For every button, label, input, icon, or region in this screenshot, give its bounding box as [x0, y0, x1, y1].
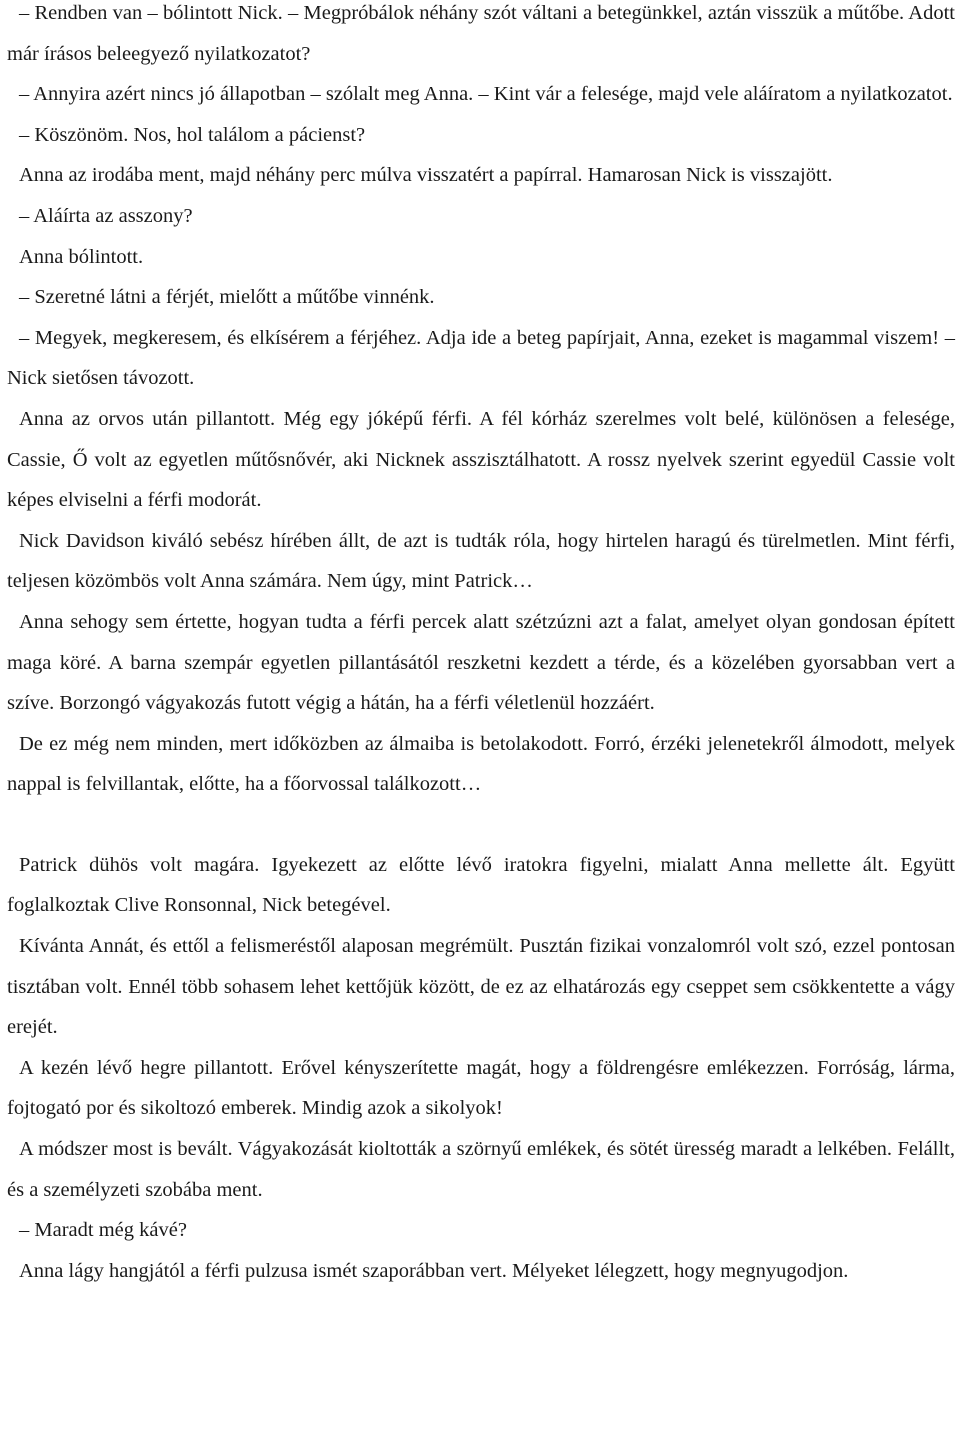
paragraph: – Rendben van – bólintott Nick. – Megpróbálok néhány szót váltani a betegünkkel, aztán visszük a műtőbe. Adott már írásos beleegyező nyilatkozatot?	[7, 2, 955, 65]
paragraph: – Szeretné látni a férjét, mielőtt a műtőbe vinnénk.	[19, 286, 435, 309]
paragraph: Anna az irodába ment, majd néhány perc múlva visszatért a papírral. Hamarosan Nick is visszajött.	[19, 164, 833, 187]
paragraph: – Aláírta az asszony?	[19, 204, 193, 227]
section-break	[7, 805, 955, 845]
paragraph: A kezén lévő hegre pillantott. Erővel kényszerítette magát, hogy a földrengésre emlékezzen. Forróság, lárma, fojtogató por és sikoltozó emberek. Mindig azok a sikolyok!	[7, 1056, 955, 1120]
paragraph: Nick Davidson kiváló sebész hírében állt, de azt is tudták róla, hogy hirtelen haragú és türelmetlen. Mint férfi, teljesen közömbös volt Anna számára. Nem úgy, mint Patrick…	[7, 529, 955, 593]
paragraph: – Maradt még kávé?	[19, 1219, 187, 1242]
paragraph: – Annyira azért nincs jó állapotban – szólalt meg Anna. – Kint vár a felesége, majd vele aláíratom a nyilatkozatot.	[19, 83, 953, 106]
paragraph: Anna bólintott.	[19, 245, 144, 268]
paragraph: Anna sehogy sem értette, hogyan tudta a férfi percek alatt szétzúzni azt a falat, amelyet olyan gondosan épített maga köré. A barna szempár egyetlen pillantásától reszketni kezdett a térde, és a közelében gyorsabban vert a szíve. Borzongó vágyakozás futott végig a hátán, ha a férfi véletlenül hozzáért.	[7, 610, 955, 715]
paragraph: A módszer most is bevált. Vágyakozását kioltották a szörnyű emlékek, és sötét üresség maradt a lelkében. Felállt, és a személyzeti szobába ment.	[7, 1138, 955, 1201]
paragraph: Kívánta Annát, és ettől a felismeréstől alaposan megrémült. Pusztán fizikai vonzalomról volt szó, ezzel pontosan tisztában volt. Ennél több sohasem lehet kettőjük között, de ez az elhatározás egy cseppet sem csökkentette a vágy erejét.	[7, 935, 955, 1039]
paragraph: – Megyek, megkeresem, és elkísérem a férjéhez. Adja ide a beteg papírjait, Anna, ezeket is magammal viszem! – Nick sietősen távozott.	[7, 326, 955, 390]
paragraph: – Köszönöm. Nos, hol találom a pácienst?	[19, 123, 366, 146]
paragraph: De ez még nem minden, mert időközben az álmaiba is betolakodott. Forró, érzéki jelenetekről álmodott, melyek nappal is felvillantak, előtte, ha a főorvossal találkozott…	[7, 732, 955, 796]
paragraph: Anna az orvos után pillantott. Még egy jóképű férfi. A fél kórház szerelmes volt belé, különösen a felesége, Cassie, Ő volt az egyetlen műtősnővér, aki Nicknek asszisztálhatott. A rossz nyelvek szerint egyedül Cassie volt képes elviselni a férfi modorát.	[7, 407, 955, 512]
paragraph: Patrick dühös volt magára. Igyekezett az előtte lévő iratokra figyelni, mialatt Anna mellette ált. Együtt foglalkoztak Clive Ronsonnal, Nick betegével.	[7, 853, 955, 917]
paragraph: Anna lágy hangjától a férfi pulzusa ismét szaporábban vert. Mélyeket lélegzett, hogy megnyugodjon.	[19, 1259, 849, 1282]
